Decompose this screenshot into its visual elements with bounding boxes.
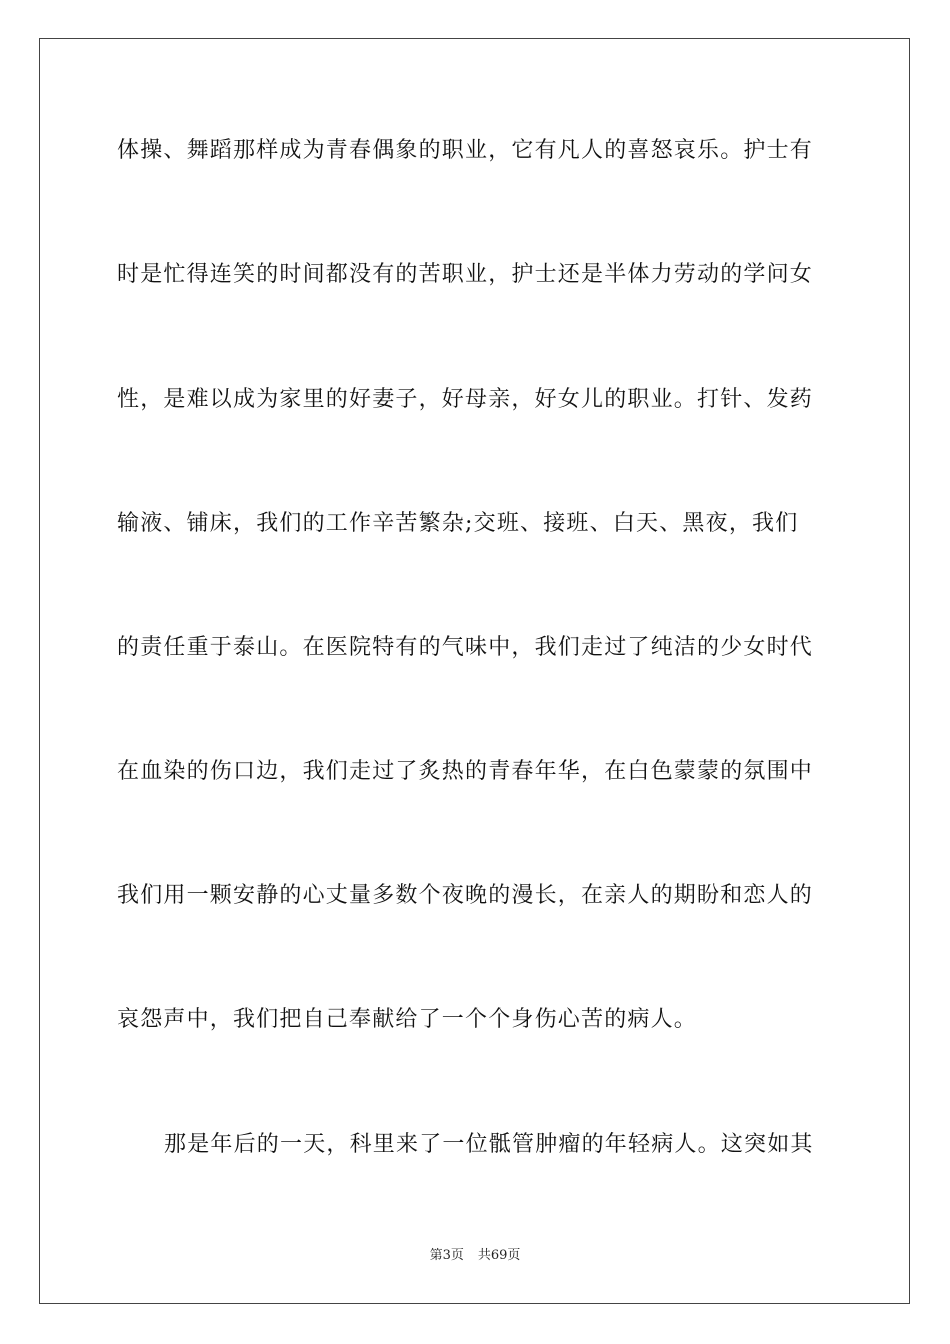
paragraph-line-6: 在血染的伤口边，我们走过了炙热的青春年华，在白色蒙蒙的氛围中 [117,759,814,784]
page-border [39,38,910,1304]
paragraph-line-8: 哀怨声中，我们把自己奉献给了一个个身伤心苦的病人。 [117,1007,698,1032]
paragraph-line-4: 输液、铺床，我们的工作辛苦繁杂;交班、接班、白天、黑夜，我们 [117,511,799,536]
paragraph-line-2: 时是忙得连笑的时间都没有的苦职业，护士还是半体力劳动的学问女 [117,262,814,287]
total-pages-label: 共69页 [477,1248,521,1263]
paragraph-line-3: 性，是难以成为家里的好妻子，好母亲，好女儿的职业。打针、发药 [117,387,814,412]
paragraph-line-5: 的责任重于泰山。在医院特有的气味中，我们走过了纯洁的少女时代 [117,635,814,660]
paragraph-line-9-indented: 那是年后的一天，科里来了一位骶管肿瘤的年轻病人。这突如其 [164,1132,814,1157]
page-footer [0,1247,950,1265]
paragraph-line-1: 体操、舞蹈那样成为青春偶象的职业，它有凡人的喜怒哀乐。护士有 [117,138,814,163]
paragraph-line-7: 我们用一颗安静的心丈量多数个夜晚的漫长，在亲人的期盼和恋人的 [117,883,814,908]
current-page-label: 第3页 [429,1248,464,1263]
